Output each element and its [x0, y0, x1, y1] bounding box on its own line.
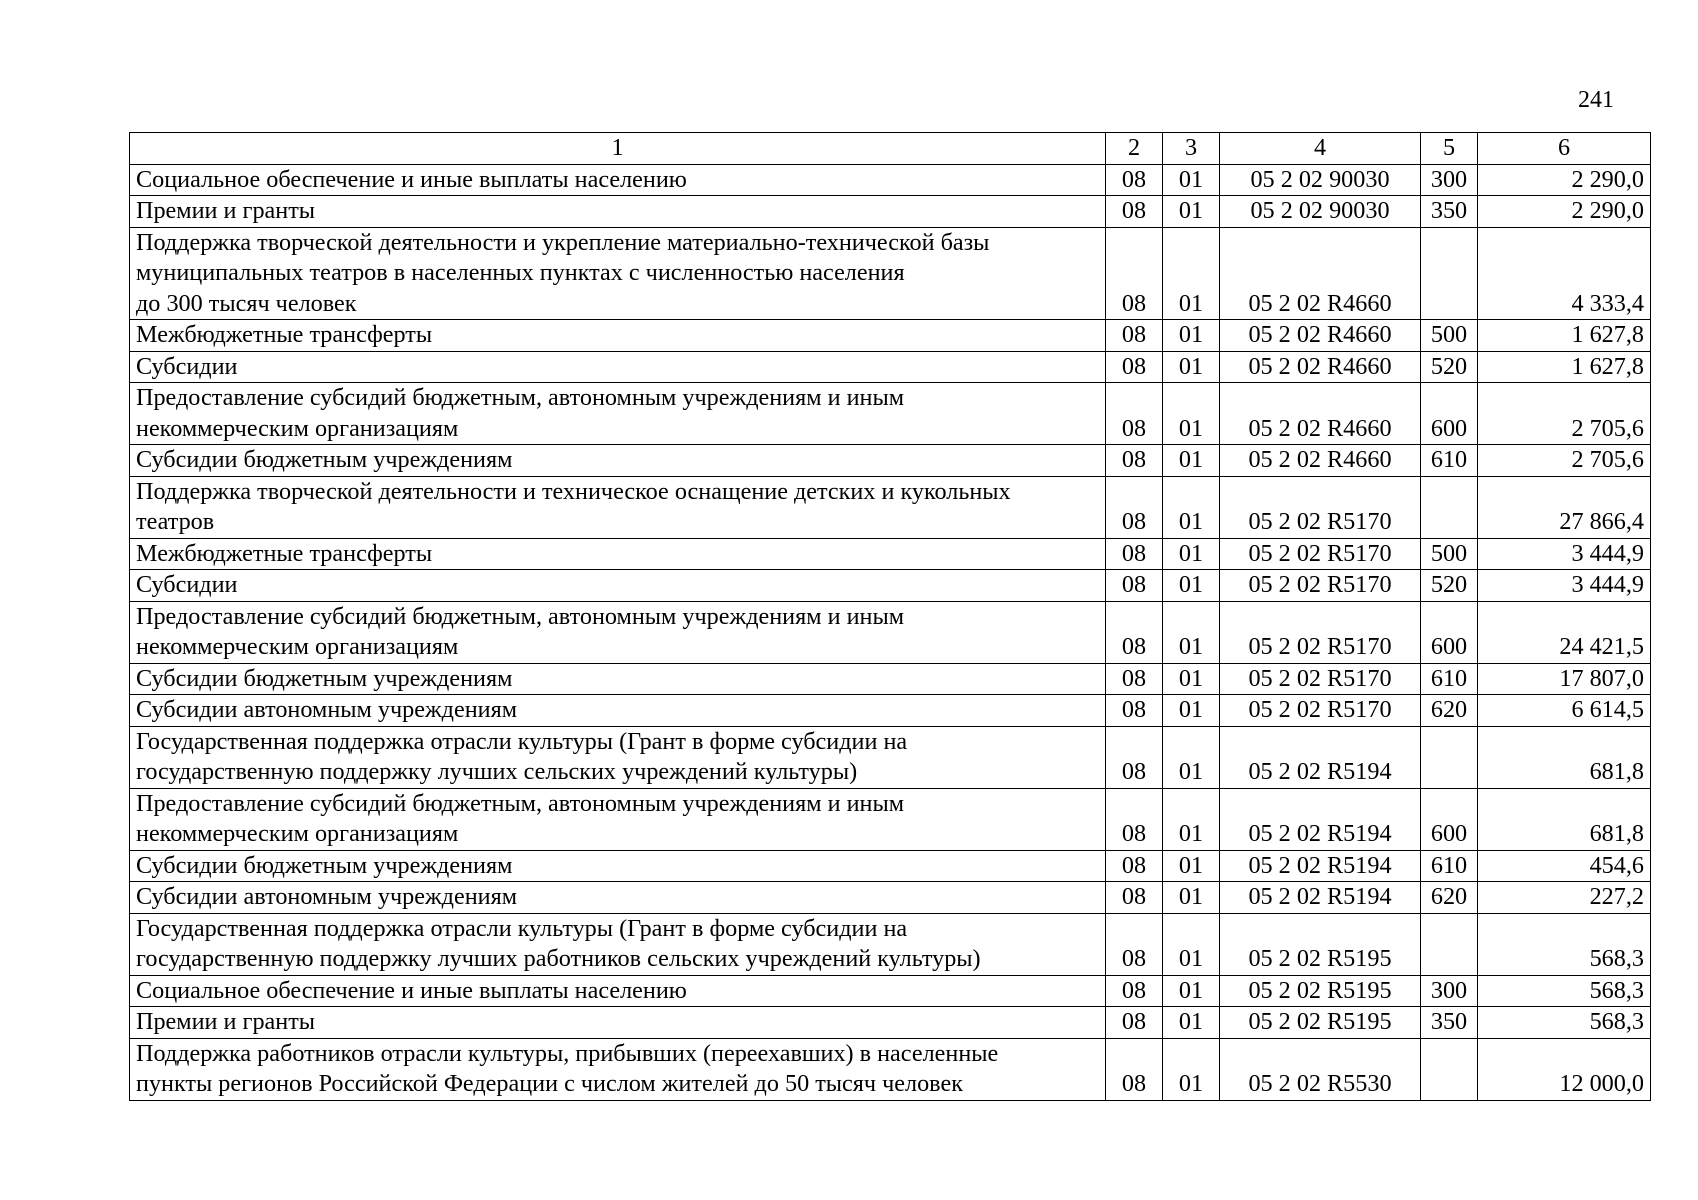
- expense-name-cell: [130, 164, 1106, 196]
- expense-type-code-cell: 300: [1421, 975, 1478, 1007]
- table-row: [130, 601, 1651, 663]
- subsection-code-cell: 01: [1163, 383, 1220, 445]
- expense-name-line: Субсидии бюджетным учреждениям: [136, 664, 513, 692]
- table-row: [130, 538, 1651, 570]
- section-code-cell: 08: [1106, 164, 1163, 196]
- section-code-cell: 08: [1106, 975, 1163, 1007]
- subsection-code-cell: 01: [1163, 788, 1220, 850]
- table-row: [130, 882, 1651, 914]
- section-code-cell: 08: [1106, 601, 1163, 663]
- target-item-code-cell: 05 2 02 90030: [1220, 164, 1421, 196]
- expense-name-line: Межбюджетные трансферты: [136, 321, 433, 348]
- table-row: [130, 351, 1651, 383]
- amount-cell: 2 705,6: [1478, 445, 1651, 477]
- expense-name-cell: [130, 913, 1106, 975]
- section-code-cell: 08: [1106, 445, 1163, 477]
- expense-name-line: Субсидии автономным учреждениям: [136, 696, 518, 723]
- expense-name-line: Социальное обеспечение и иные выплаты населению: [136, 165, 687, 193]
- subsection-code-cell: 01: [1163, 850, 1220, 882]
- expense-name-line: пункты регионов Российской Федерации с числом жителей до 50 тысяч человек: [136, 1070, 963, 1097]
- header-row: [130, 133, 1651, 165]
- amount-cell: 681,8: [1478, 726, 1651, 788]
- amount-cell: 12 000,0: [1478, 1038, 1651, 1100]
- expense-type-code-cell: [1421, 913, 1478, 975]
- section-code-cell: 08: [1106, 695, 1163, 727]
- page-number: 241: [1578, 87, 1614, 113]
- table-row: [130, 726, 1651, 788]
- amount-cell: 2 705,6: [1478, 383, 1651, 445]
- table-row: [130, 913, 1651, 975]
- amount-cell: 1 627,8: [1478, 351, 1651, 383]
- expense-name-cell: [130, 196, 1106, 228]
- section-code-cell: 08: [1106, 351, 1163, 383]
- table-row: [130, 1007, 1651, 1039]
- table-row: [130, 1038, 1651, 1100]
- target-item-code-cell: 05 2 02 R4660: [1220, 445, 1421, 477]
- amount-cell: 2 290,0: [1478, 196, 1651, 228]
- expense-type-code-cell: 500: [1421, 538, 1478, 570]
- expense-type-code-cell: 350: [1421, 196, 1478, 228]
- subsection-code-cell: 01: [1163, 1007, 1220, 1039]
- amount-cell: 454,6: [1478, 850, 1651, 882]
- subsection-code-cell: 01: [1163, 445, 1220, 477]
- target-item-code-cell: 05 2 02 R5170: [1220, 663, 1421, 695]
- subsection-code-cell: 01: [1163, 1038, 1220, 1100]
- expense-name-cell: [130, 1038, 1106, 1100]
- section-code-cell: 08: [1106, 788, 1163, 850]
- subsection-code-cell: 01: [1163, 975, 1220, 1007]
- target-item-code-cell: 05 2 02 R5170: [1220, 538, 1421, 570]
- expense-name-cell: [130, 601, 1106, 663]
- target-item-code-cell: 05 2 02 R5530: [1220, 1038, 1421, 1100]
- amount-cell: 568,3: [1478, 1007, 1651, 1039]
- expense-name-line: до 300 тысяч человек: [136, 289, 357, 317]
- expense-name-cell: [130, 383, 1106, 445]
- expense-name-cell: [130, 882, 1106, 914]
- expense-name-line: Поддержка работников отрасли культуры, прибывших (переехавших) в населенные: [136, 1039, 999, 1067]
- expense-name-cell: [130, 570, 1106, 602]
- target-item-code-cell: 05 2 02 R5170: [1220, 695, 1421, 727]
- column-header-1: 1: [130, 133, 1106, 165]
- expense-name-cell: [130, 1007, 1106, 1039]
- expense-type-code-cell: 620: [1421, 882, 1478, 914]
- section-code-cell: 08: [1106, 850, 1163, 882]
- table-row: [130, 320, 1651, 352]
- expense-name-line: Субсидии бюджетным учреждениям: [136, 446, 513, 473]
- expense-name-line: Государственная поддержка отрасли культуры (Грант в форме субсидии на: [136, 914, 908, 942]
- table-row: [130, 445, 1651, 477]
- section-code-cell: 08: [1106, 320, 1163, 352]
- expense-type-code-cell: [1421, 1038, 1478, 1100]
- expense-name-cell: [130, 320, 1106, 352]
- target-item-code-cell: 05 2 02 R5194: [1220, 850, 1421, 882]
- subsection-code-cell: 01: [1163, 601, 1220, 663]
- expense-name-line: государственную поддержку лучших сельских учреждений культуры): [136, 758, 858, 785]
- section-code-cell: 08: [1106, 227, 1163, 320]
- table-row: [130, 227, 1651, 320]
- expense-name-cell: [130, 476, 1106, 538]
- expense-name-line: театров: [136, 508, 215, 535]
- expense-type-code-cell: 350: [1421, 1007, 1478, 1039]
- expense-type-code-cell: [1421, 726, 1478, 788]
- table-header: [130, 133, 1651, 165]
- target-item-code-cell: 05 2 02 R5170: [1220, 601, 1421, 663]
- expense-name-cell: [130, 788, 1106, 850]
- expense-name-line: Поддержка творческой деятельности и укрепление материально-технической базы: [136, 228, 990, 256]
- expense-type-code-cell: 300: [1421, 164, 1478, 196]
- target-item-code-cell: 05 2 02 R4660: [1220, 383, 1421, 445]
- expense-name-line: некоммерческим организациям: [136, 633, 459, 660]
- column-header-6: 6: [1478, 133, 1651, 165]
- table-row: [130, 570, 1651, 602]
- expense-type-code-cell: 500: [1421, 320, 1478, 352]
- expense-name-line: Предоставление субсидий бюджетным, автономным учреждениям и иным: [136, 789, 905, 817]
- amount-cell: 3 444,9: [1478, 538, 1651, 570]
- target-item-code-cell: 05 2 02 R5170: [1220, 476, 1421, 538]
- section-code-cell: 08: [1106, 913, 1163, 975]
- subsection-code-cell: 01: [1163, 663, 1220, 695]
- table-row: [130, 476, 1651, 538]
- table-row: [130, 663, 1651, 695]
- amount-cell: 27 866,4: [1478, 476, 1651, 538]
- amount-cell: 3 444,9: [1478, 570, 1651, 602]
- expense-name-cell: [130, 351, 1106, 383]
- expense-type-code-cell: [1421, 227, 1478, 320]
- amount-cell: 1 627,8: [1478, 320, 1651, 352]
- amount-cell: 2 290,0: [1478, 164, 1651, 196]
- subsection-code-cell: 01: [1163, 695, 1220, 727]
- expense-name-cell: [130, 663, 1106, 695]
- section-code-cell: 08: [1106, 538, 1163, 570]
- subsection-code-cell: 01: [1163, 476, 1220, 538]
- expense-name-line: Предоставление субсидий бюджетным, автономным учреждениям и иным: [136, 384, 905, 411]
- target-item-code-cell: 05 2 02 R5195: [1220, 913, 1421, 975]
- expense-type-code-cell: 620: [1421, 695, 1478, 727]
- amount-cell: 6 614,5: [1478, 695, 1651, 727]
- expense-type-code-cell: [1421, 476, 1478, 538]
- expense-type-code-cell: 600: [1421, 601, 1478, 663]
- expense-name-line: Субсидии автономным учреждениям: [136, 883, 518, 910]
- table-row: [130, 196, 1651, 228]
- expense-type-code-cell: 600: [1421, 788, 1478, 850]
- expense-type-code-cell: 610: [1421, 445, 1478, 477]
- expense-name-line: Поддержка творческой деятельности и техническое оснащение детских и кукольных: [136, 477, 1011, 505]
- expense-name-line: муниципальных театров в населенных пунктах с численностью населения: [136, 259, 905, 286]
- expense-type-code-cell: 520: [1421, 351, 1478, 383]
- target-item-code-cell: 05 2 02 R5195: [1220, 975, 1421, 1007]
- column-header-3: 3: [1163, 133, 1220, 165]
- table-row: [130, 383, 1651, 445]
- target-item-code-cell: 05 2 02 90030: [1220, 196, 1421, 228]
- target-item-code-cell: 05 2 02 R5195: [1220, 1007, 1421, 1039]
- expense-name-cell: [130, 227, 1106, 320]
- target-item-code-cell: 05 2 02 R5194: [1220, 882, 1421, 914]
- expense-type-code-cell: 610: [1421, 663, 1478, 695]
- target-item-code-cell: 05 2 02 R5194: [1220, 788, 1421, 850]
- table-row: [130, 788, 1651, 850]
- amount-cell: 227,2: [1478, 882, 1651, 914]
- expense-type-code-cell: 520: [1421, 570, 1478, 602]
- expense-name-line: Государственная поддержка отрасли культуры (Грант в форме субсидии на: [136, 727, 908, 755]
- target-item-code-cell: 05 2 02 R4660: [1220, 320, 1421, 352]
- expense-name-line: Субсидии: [136, 571, 238, 598]
- expense-name-line: Социальное обеспечение и иные выплаты населению: [136, 976, 687, 1004]
- expense-name-cell: [130, 975, 1106, 1007]
- section-code-cell: 08: [1106, 1038, 1163, 1100]
- table-row: [130, 695, 1651, 727]
- amount-cell: 681,8: [1478, 788, 1651, 850]
- table-row: [130, 975, 1651, 1007]
- table-row: [130, 850, 1651, 882]
- subsection-code-cell: 01: [1163, 913, 1220, 975]
- section-code-cell: 08: [1106, 570, 1163, 602]
- subsection-code-cell: 01: [1163, 196, 1220, 228]
- expense-name-line: Субсидии: [136, 352, 238, 380]
- expense-name-line: государственную поддержку лучших работников сельских учреждений культуры): [136, 945, 981, 972]
- section-code-cell: 08: [1106, 882, 1163, 914]
- subsection-code-cell: 01: [1163, 882, 1220, 914]
- target-item-code-cell: 05 2 02 R5194: [1220, 726, 1421, 788]
- expense-name-cell: [130, 445, 1106, 477]
- section-code-cell: 08: [1106, 1007, 1163, 1039]
- column-header-5: 5: [1421, 133, 1478, 165]
- expense-name-line: некоммерческим организациям: [136, 414, 459, 442]
- section-code-cell: 08: [1106, 196, 1163, 228]
- expense-name-line: Субсидии бюджетным учреждениям: [136, 851, 513, 879]
- expense-name-line: некоммерческим организациям: [136, 820, 459, 847]
- amount-cell: 568,3: [1478, 913, 1651, 975]
- section-code-cell: 08: [1106, 476, 1163, 538]
- target-item-code-cell: 05 2 02 R5170: [1220, 570, 1421, 602]
- amount-cell: 24 421,5: [1478, 601, 1651, 663]
- table-row: [130, 164, 1651, 196]
- subsection-code-cell: 01: [1163, 320, 1220, 352]
- expense-name-line: Предоставление субсидий бюджетным, автономным учреждениям и иным: [136, 602, 905, 630]
- column-header-2: 2: [1106, 133, 1163, 165]
- expense-name-cell: [130, 726, 1106, 788]
- subsection-code-cell: 01: [1163, 726, 1220, 788]
- expense-name-line: Премии и гранты: [136, 1008, 316, 1035]
- amount-cell: 568,3: [1478, 975, 1651, 1007]
- target-item-code-cell: 05 2 02 R4660: [1220, 227, 1421, 320]
- target-item-code-cell: 05 2 02 R4660: [1220, 351, 1421, 383]
- expense-name-line: Межбюджетные трансферты: [136, 539, 433, 567]
- table-body: [130, 164, 1651, 1100]
- column-header-4: 4: [1220, 133, 1421, 165]
- expense-type-code-cell: 610: [1421, 850, 1478, 882]
- subsection-code-cell: 01: [1163, 351, 1220, 383]
- amount-cell: 17 807,0: [1478, 663, 1651, 695]
- subsection-code-cell: 01: [1163, 227, 1220, 320]
- expense-name-line: Премии и гранты: [136, 197, 316, 224]
- subsection-code-cell: 01: [1163, 164, 1220, 196]
- expense-name-cell: [130, 850, 1106, 882]
- subsection-code-cell: 01: [1163, 538, 1220, 570]
- section-code-cell: 08: [1106, 383, 1163, 445]
- section-code-cell: 08: [1106, 726, 1163, 788]
- subsection-code-cell: 01: [1163, 570, 1220, 602]
- expense-name-cell: [130, 538, 1106, 570]
- section-code-cell: 08: [1106, 663, 1163, 695]
- amount-cell: 4 333,4: [1478, 227, 1651, 320]
- expense-name-cell: [130, 695, 1106, 727]
- budget-table: [129, 132, 1651, 1101]
- expense-type-code-cell: 600: [1421, 383, 1478, 445]
